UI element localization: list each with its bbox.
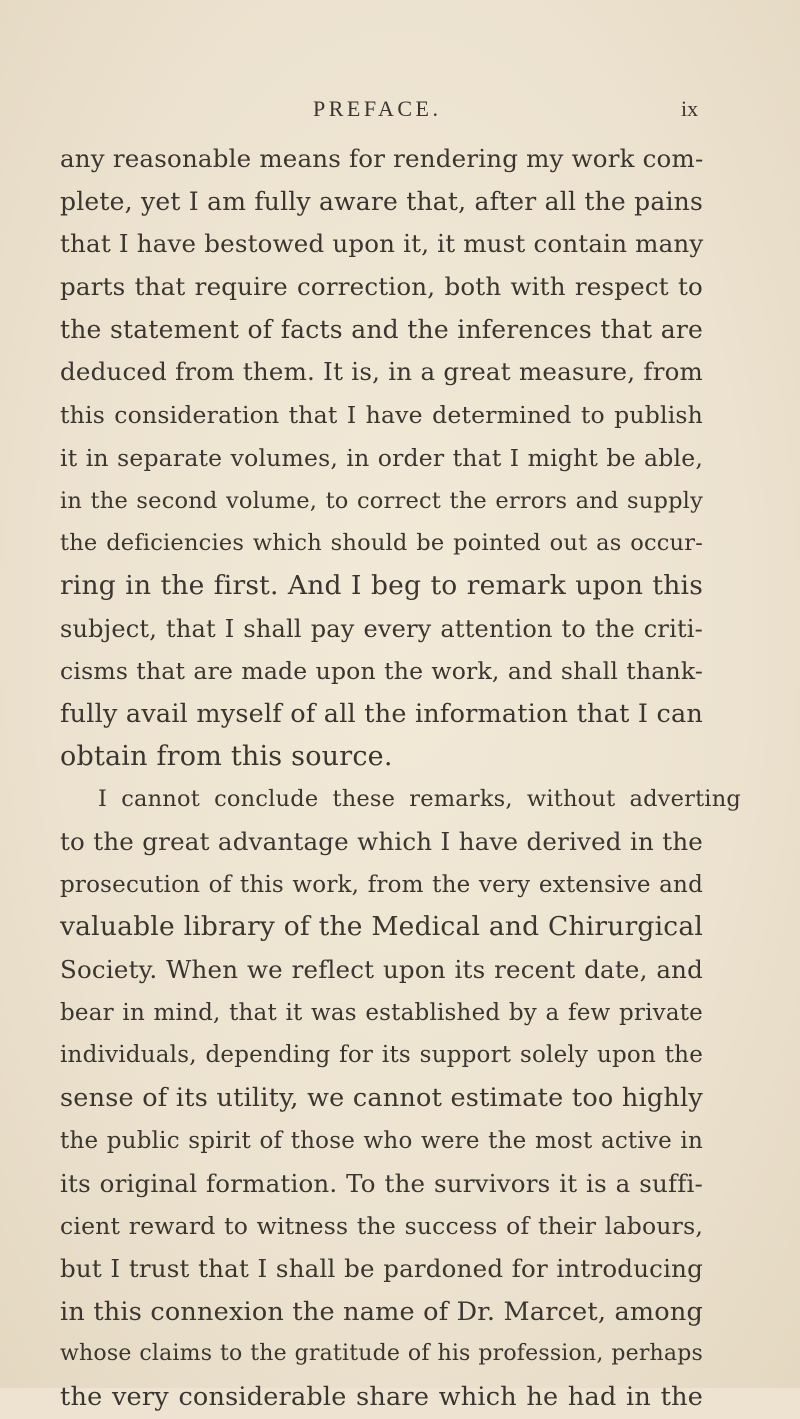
running-head (0, 96, 800, 136)
text-line: but I trust that I shall be pardoned for introducing (60, 1253, 703, 1283)
text-line: its original formation. To the survivors it is a suffi- (60, 1168, 703, 1198)
text-line: the public spirit of those who were the most active in (60, 1127, 703, 1154)
text-line: prosecution of this work, from the very extensive and (60, 871, 703, 898)
text-line: individuals, depending for its support solely upon the (60, 1042, 703, 1069)
text-line: that I have bestowed upon it, it must contain many (60, 229, 704, 259)
text-line: the deficiencies which should be pointed out as occur- (60, 530, 703, 557)
paragraph-end-line: obtain from this source. (60, 740, 393, 772)
text-line: deduced from them. It is, in a great measure, from (60, 357, 703, 387)
text-line: cient reward to witness the success of their labours, (60, 1212, 703, 1241)
text-line: plete, yet I am fully aware that, after all the pains (60, 186, 703, 216)
text-line: in the second volume, to correct the errors and supply (60, 487, 703, 514)
page-number: ix (681, 96, 699, 121)
text-line: this consideration that I have determined to publish (60, 401, 703, 430)
paragraph-start-line: I cannot conclude these remarks, without adverting (98, 786, 741, 813)
text-line: valuable library of the Medical and Chirurgical (60, 911, 703, 943)
text-line: to the great advantage which I have derived in the (60, 827, 703, 856)
text-line: Society. When we reflect upon its recent date, and (60, 955, 703, 985)
text-line: whose claims to the gratitude of his profession, perhaps (60, 1341, 703, 1367)
text-line: the statement of facts and the inferences that are (60, 314, 703, 344)
text-line: ring in the first. And I beg to remark upon this (60, 569, 703, 601)
text-line: any reasonable means for rendering my work com- (60, 144, 704, 173)
text-line: bear in mind, that it was established by a few private (60, 999, 703, 1026)
text-line: the very considerable share which he had in the (60, 1381, 703, 1412)
text-line: fully avail myself of all the information that I can (60, 698, 703, 729)
running-head-title: PREFACE. (313, 96, 442, 121)
text-line: it in separate volumes, in order that I might be able, (60, 443, 703, 472)
text-line: cisms that are made upon the work, and shall thank- (60, 657, 703, 686)
text-line: parts that require correction, both with respect to (60, 272, 703, 302)
body-text (60, 138, 741, 1419)
text-line: sense of its utility, we cannot estimate too highly (60, 1083, 703, 1114)
text-line: subject, that I shall pay every attention to the criti- (60, 614, 703, 643)
text-line: in this connexion the name of Dr. Marcet, among (60, 1296, 703, 1327)
